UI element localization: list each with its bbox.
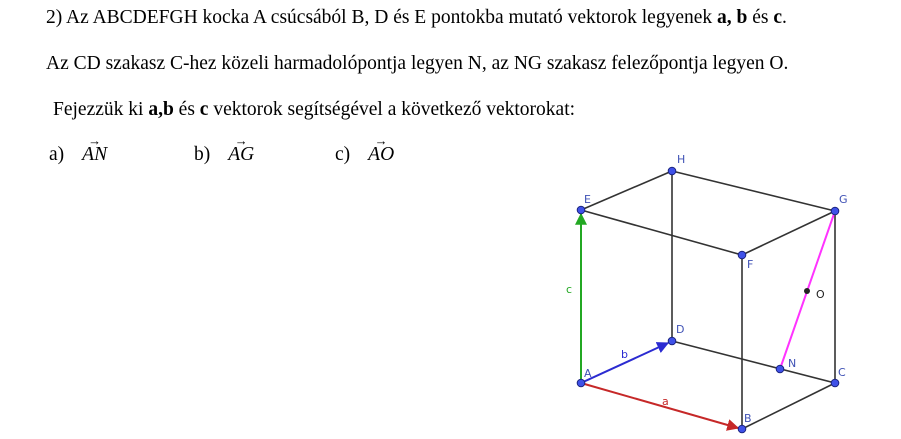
point-O (804, 288, 810, 294)
statement-text: 2) Az ABCDEFGH kocka A csúcsából B, D és E pontokba mutató vektorok legyenek (46, 7, 718, 28)
task-label: a) (49, 144, 65, 165)
vector-names-bold: a,b (148, 99, 174, 120)
vector-name-bold: c (773, 7, 783, 28)
statement-text: vektorok segítségével a következő vektorokat: (208, 99, 576, 120)
task-label: b) (194, 144, 211, 165)
edge-EF (581, 210, 742, 255)
point-A (577, 379, 585, 387)
problem-statement-line2: Az CD szakasz C-hez közeli harmadolópontja legyen N, az NG szakasz felezőpontja legyen O. (46, 53, 789, 74)
label-N: N (788, 357, 797, 370)
point-N (776, 365, 784, 373)
label-G: G (839, 193, 848, 206)
label-D: D (676, 323, 685, 336)
label-A: A (584, 367, 592, 380)
task-vector: → AO (368, 144, 394, 166)
vector-a-label: a (662, 395, 669, 408)
edge-HG (672, 171, 835, 211)
label-C: C (838, 366, 846, 379)
edge-EH (581, 171, 672, 210)
point-G (831, 207, 839, 215)
statement-text: . (782, 7, 787, 28)
vector-names-bold: a, b (717, 7, 748, 28)
point-B (738, 425, 746, 433)
point-F (738, 251, 746, 259)
vector-c-label: c (566, 283, 573, 296)
vector-name-bold: c (199, 99, 209, 120)
edge-DC (672, 341, 835, 383)
point-C (831, 379, 839, 387)
task-label: c) (335, 144, 351, 165)
point-H (668, 167, 676, 175)
vector-a-arrow (581, 383, 738, 428)
cube-edges (581, 171, 835, 429)
point-E (577, 206, 585, 214)
point-D (668, 337, 676, 345)
label-B: B (744, 412, 752, 425)
statement-text: Fejezzük ki (53, 99, 149, 120)
vector-b-label: b (621, 348, 628, 361)
task-vector: → AN (82, 144, 107, 166)
label-E: E (584, 193, 591, 206)
label-H: H (677, 153, 686, 166)
statement-text: és (173, 99, 200, 120)
label-F: F (747, 258, 754, 271)
task-vector: → AG (228, 144, 254, 166)
label-O: O (816, 288, 825, 301)
statement-text: és (747, 7, 774, 28)
edge-BC (742, 383, 835, 429)
